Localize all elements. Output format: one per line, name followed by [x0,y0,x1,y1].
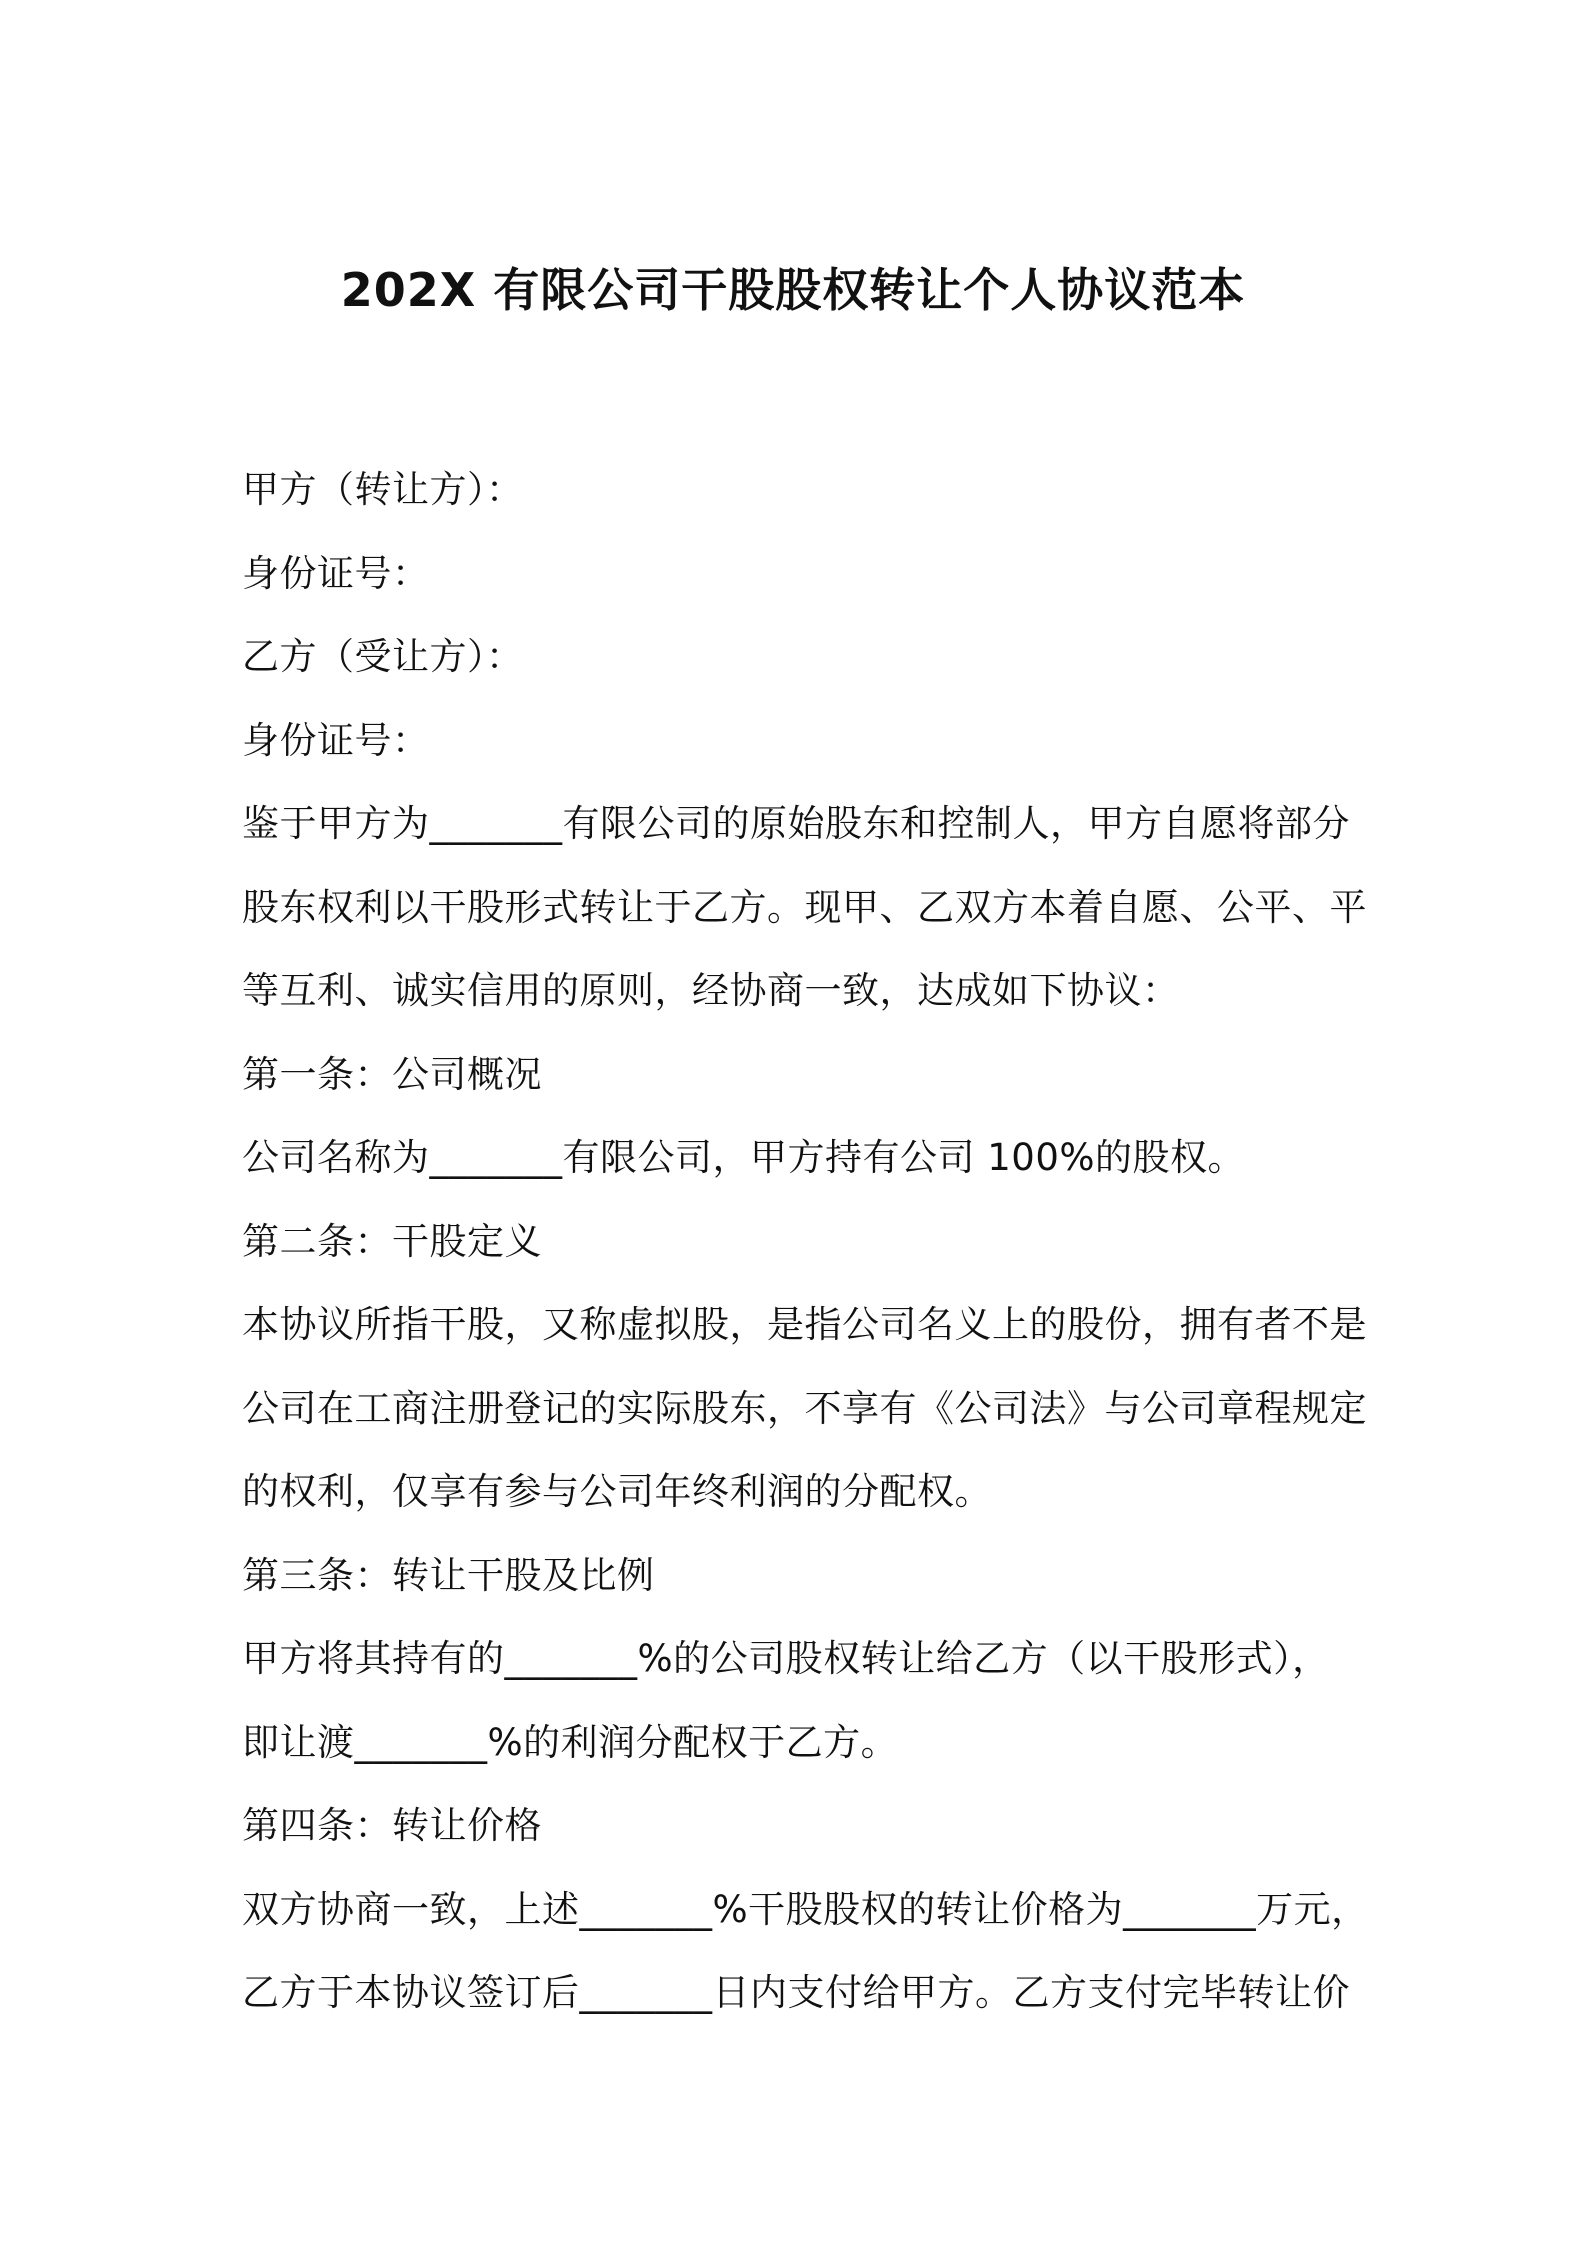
article-4-text: 双方协商一致，上述_______%干股股权的转让价格为_______万元， [242,1887,1369,1931]
article-3-text: 即让渡_______%的利润分配权于乙方。 [242,1720,899,1764]
document-body [242,448,1369,2035]
party-a-id-label: 身份证号： [242,551,430,595]
article-4-text: 乙方于本协议签订后_______日内支付给甲方。乙方支付完毕转让价 [242,1971,1350,2014]
preamble-line: 鉴于甲方为_______有限公司的原始股东和控制人，甲方自愿将部分 [242,802,1350,845]
article-3-text: 甲方将其持有的_______%的公司股权转让给乙方（以干股形式）， [242,1637,1330,1680]
document-title: 202X 有限公司干股股权转让个人协议范本 [340,263,1246,317]
article-1-text: 公司名称为_______有限公司，甲方持有公司 100%的股权。 [242,1136,1246,1179]
party-a-label: 甲方（转让方）： [242,468,524,511]
party-b-id-label: 身份证号： [242,718,430,762]
preamble-line: 股东权利以干股形式转让于乙方。现甲、乙双方本着自愿、公平、平 [242,885,1367,929]
article-2-text: 公司在工商注册登记的实际股东，不享有《公司法》与公司章程规定 [242,1386,1367,1430]
article-3-heading: 第三条：转让干股及比例 [242,1553,655,1597]
article-2-text: 的权利，仅享有参与公司年终利润的分配权。 [242,1470,992,1513]
party-b-label: 乙方（受让方）： [242,635,524,678]
preamble-line: 等互利、诚实信用的原则，经协商一致，达成如下协议： [242,969,1180,1012]
article-2-heading: 第二条：干股定义 [242,1219,542,1263]
article-1-heading: 第一条：公司概况 [242,1052,542,1096]
article-2-text: 本协议所指干股，又称虚拟股，是指公司名义上的股份，拥有者不是 [242,1303,1367,1346]
article-4-heading: 第四条：转让价格 [242,1804,542,1847]
